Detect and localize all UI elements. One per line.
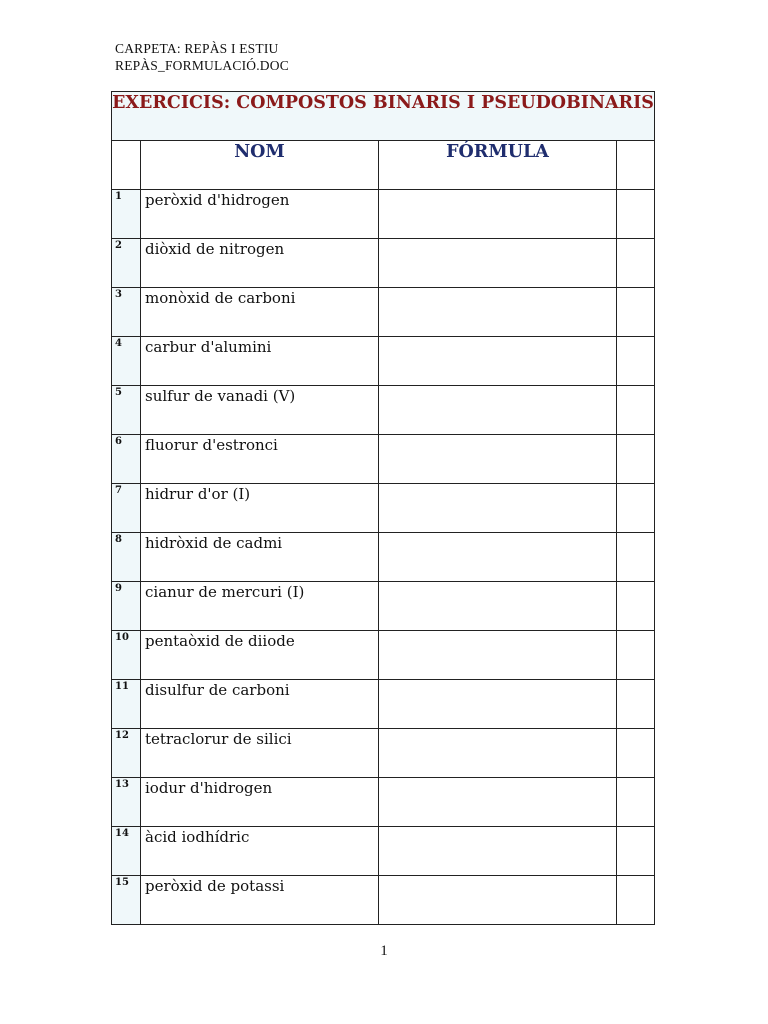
table-row [112,337,655,386]
header-nom: NOM [141,141,379,190]
formula-answer-cell [379,386,617,435]
compound-name: peròxid de potassi [141,876,379,925]
row-number: 15 [112,876,141,925]
header-formula: FÓRMULA [379,141,617,190]
table-row [112,533,655,582]
extra-cell [617,239,655,288]
compound-name: diòxid de nitrogen [141,239,379,288]
row-number: 9 [112,582,141,631]
exercise-table [111,91,655,925]
page-number: 1 [380,943,388,959]
table-row [112,435,655,484]
row-number: 1 [112,190,141,239]
row-number: 7 [112,484,141,533]
compound-name: fluorur d'estronci [141,435,379,484]
table-row [112,827,655,876]
compound-name: hidròxid de cadmi [141,533,379,582]
compound-name: monòxid de carboni [141,288,379,337]
formula-answer-cell [379,680,617,729]
compound-name: hidrur d'or (I) [141,484,379,533]
compound-name: pentaòxid de diiode [141,631,379,680]
extra-cell [617,582,655,631]
extra-cell [617,288,655,337]
compound-name: àcid iodhídric [141,827,379,876]
row-number: 2 [112,239,141,288]
formula-answer-cell [379,337,617,386]
extra-cell [617,631,655,680]
table-row [112,386,655,435]
formula-answer-cell [379,288,617,337]
extra-cell [617,337,655,386]
table-row [112,680,655,729]
formula-answer-cell [379,190,617,239]
filename-line: REPÀS_FORMULACIÓ.DOC [115,58,289,73]
compound-name: carbur d'alumini [141,337,379,386]
formula-answer-cell [379,631,617,680]
compound-name: tetraclorur de silici [141,729,379,778]
header-number-cell [112,141,141,190]
extra-cell [617,680,655,729]
table-row [112,729,655,778]
formula-answer-cell [379,876,617,925]
formula-answer-cell [379,729,617,778]
extra-cell [617,533,655,582]
table-row [112,239,655,288]
compound-name: sulfur de vanadi (V) [141,386,379,435]
row-number: 5 [112,386,141,435]
extra-cell [617,778,655,827]
compound-name: cianur de mercuri (I) [141,582,379,631]
row-number: 11 [112,680,141,729]
row-number: 13 [112,778,141,827]
table-row [112,631,655,680]
compound-name: disulfur de carboni [141,680,379,729]
formula-answer-cell [379,435,617,484]
formula-answer-cell [379,778,617,827]
row-number: 6 [112,435,141,484]
formula-answer-cell [379,582,617,631]
row-number: 8 [112,533,141,582]
table-row [112,288,655,337]
table-title: EXERCICIS: COMPOSTOS BINARIS I PSEUDOBINARIS [112,92,655,141]
row-number: 10 [112,631,141,680]
table-row [112,778,655,827]
row-number: 4 [112,337,141,386]
formula-answer-cell [379,239,617,288]
table-row [112,190,655,239]
formula-answer-cell [379,827,617,876]
column-header-row [112,141,655,190]
row-number: 14 [112,827,141,876]
extra-cell [617,827,655,876]
table-row [112,582,655,631]
compound-name: iodur d'hidrogen [141,778,379,827]
extra-cell [617,386,655,435]
formula-answer-cell [379,484,617,533]
row-number: 3 [112,288,141,337]
document-header [115,40,289,74]
extra-cell [617,876,655,925]
extra-cell [617,435,655,484]
extra-cell [617,729,655,778]
compound-name: peròxid d'hidrogen [141,190,379,239]
table-row [112,484,655,533]
folder-line: CARPETA: REPÀS I ESTIU [115,41,279,56]
extra-cell [617,484,655,533]
header-extra-cell [617,141,655,190]
extra-cell [617,190,655,239]
title-row [112,92,655,141]
table-row [112,876,655,925]
formula-answer-cell [379,533,617,582]
row-number: 12 [112,729,141,778]
